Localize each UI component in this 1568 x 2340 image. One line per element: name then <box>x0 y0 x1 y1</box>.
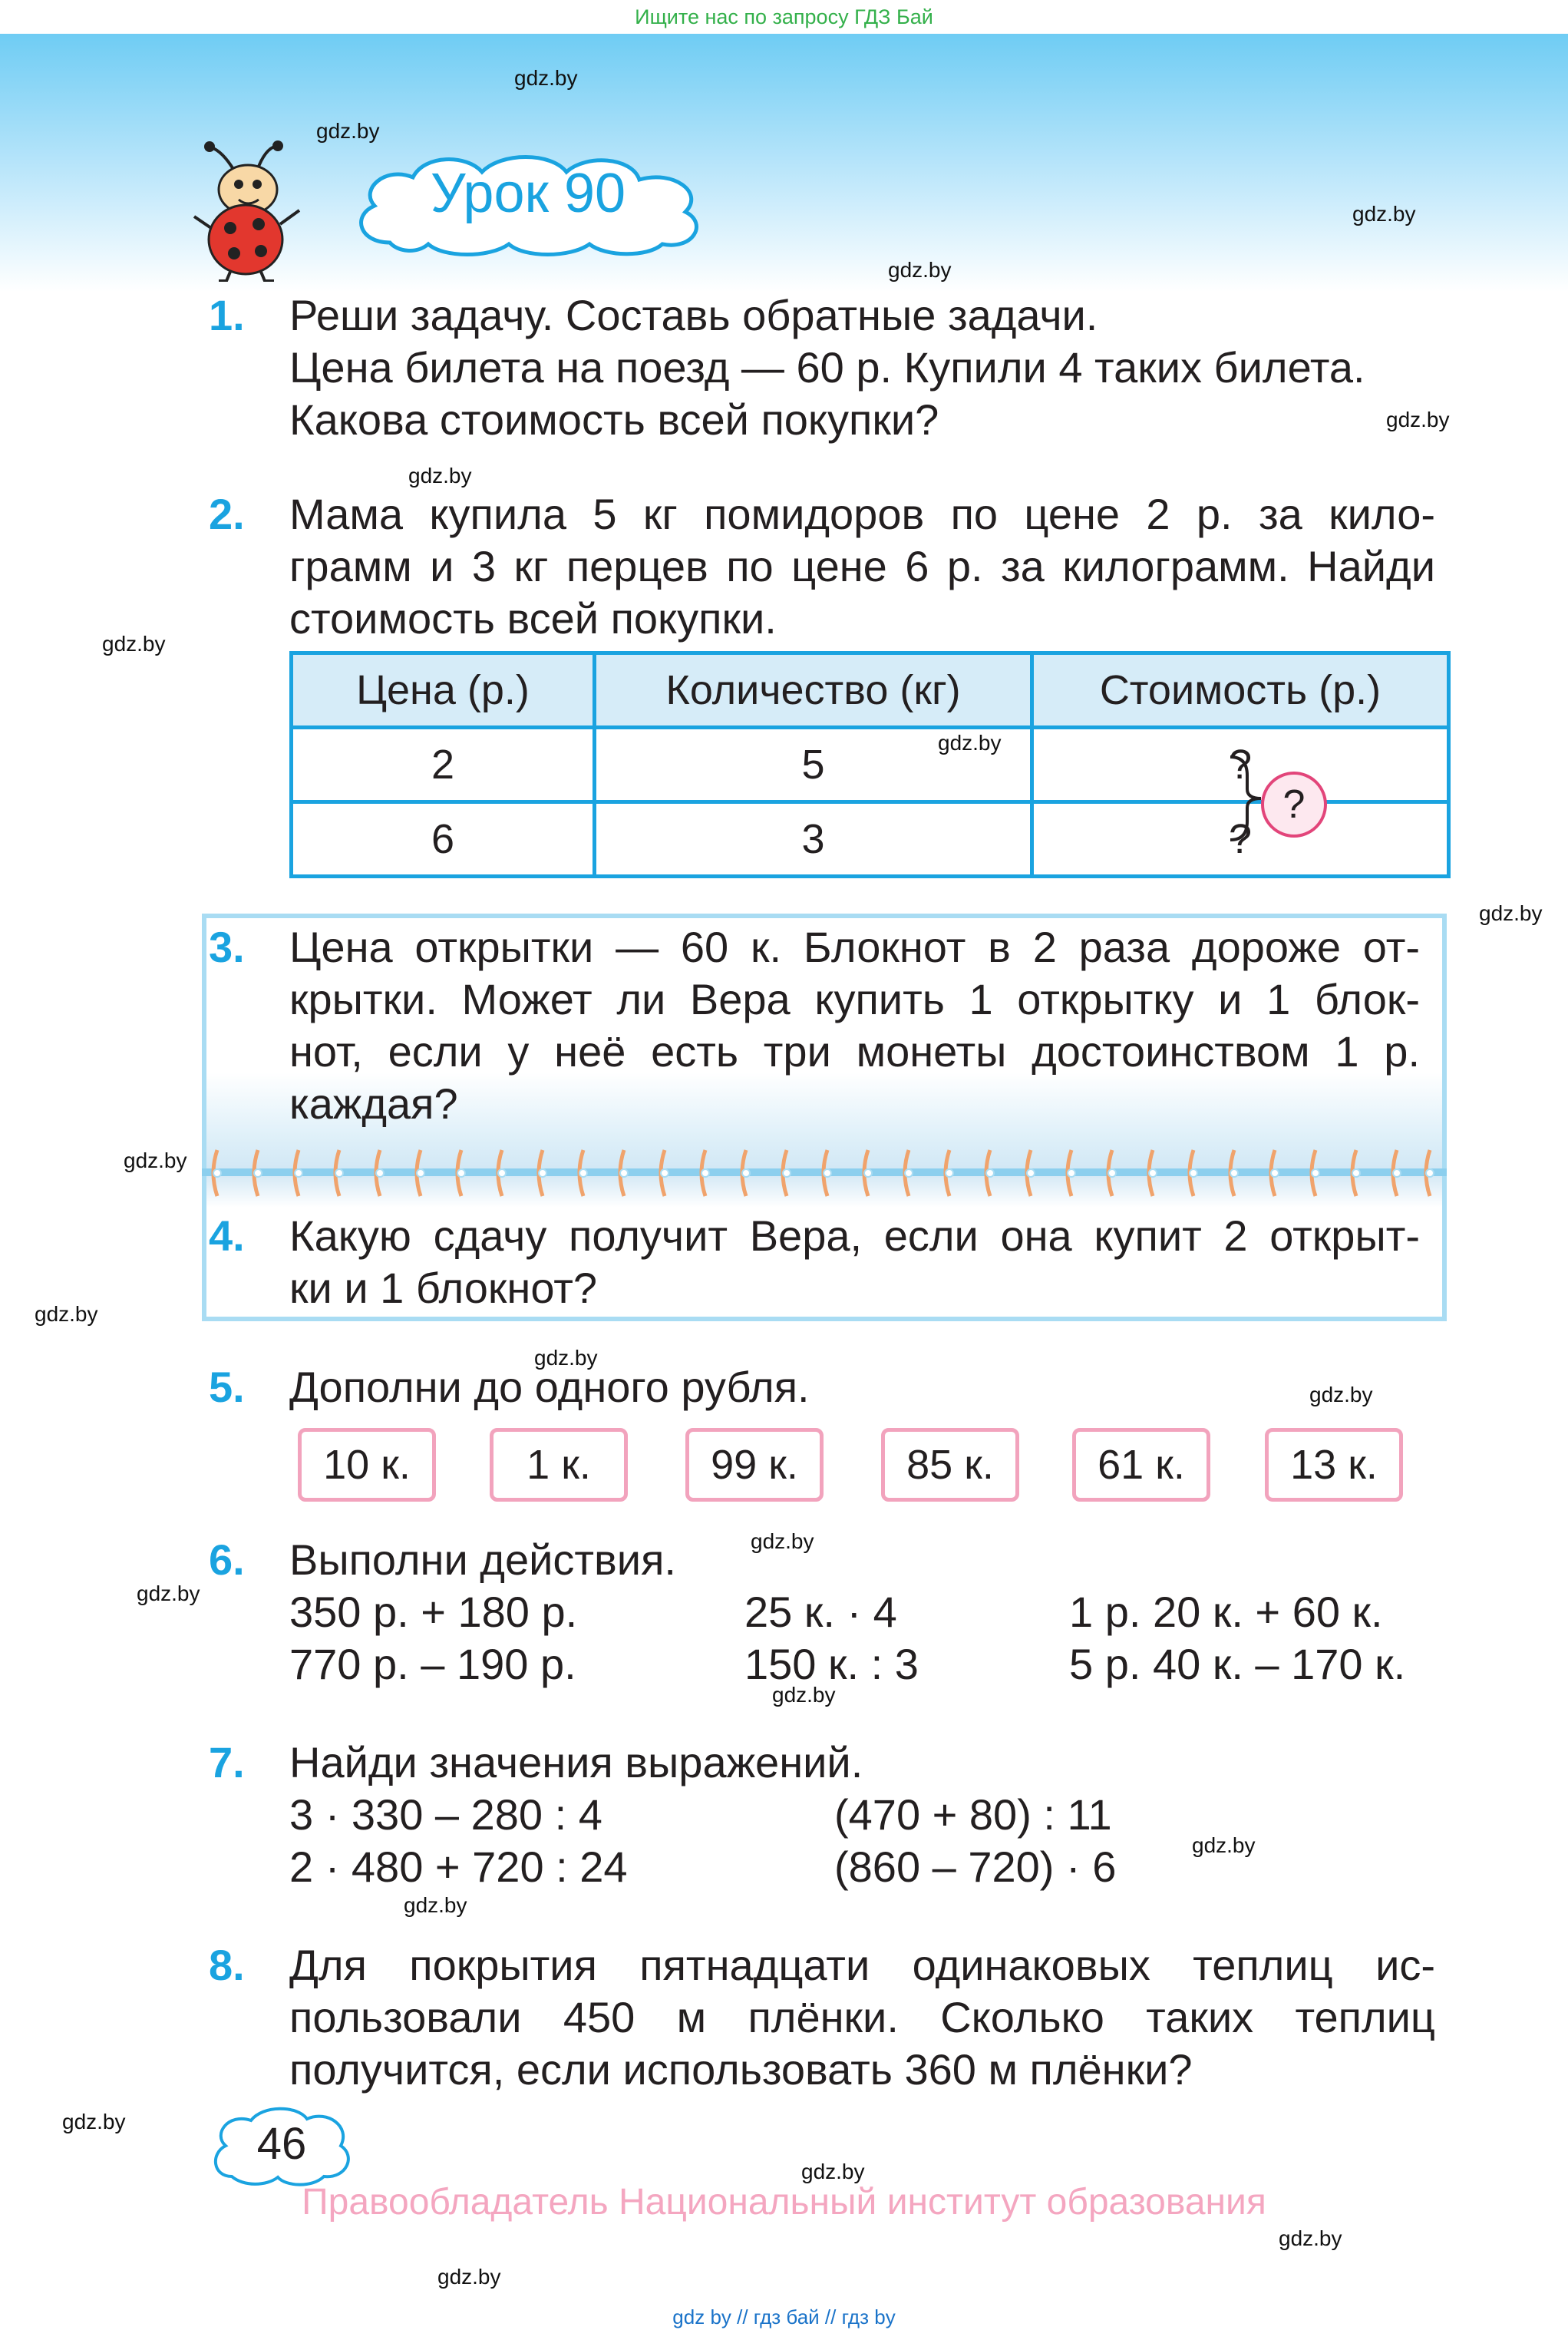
table-cell: 2 <box>292 728 595 802</box>
task-4-line: ки и 1 блокнот? <box>289 1264 598 1312</box>
watermark: gdz.by <box>1479 901 1543 925</box>
task-8-text <box>289 1939 1435 2096</box>
expression: 2 · 480 + 720 : 24 <box>289 1843 628 1891</box>
task-1-line: Какова стоимость всей покупки? <box>289 395 939 444</box>
table-header-price: Цена (р.) <box>292 653 595 728</box>
watermark: gdz.by <box>102 632 166 656</box>
watermark: gdz.by <box>35 1302 98 1326</box>
task-4-line: Какую сдачу получит Вера, если она купит 2 открыт- <box>289 1211 1420 1260</box>
expression: 5 р. 40 к. – 170 к. <box>1069 1640 1406 1688</box>
task-3-line: каждая? <box>289 1079 458 1128</box>
watermark: gdz.by <box>137 1581 200 1605</box>
copyright-notice: Правообладатель Национальный институт образования <box>302 2182 1266 2223</box>
watermark: gdz.by <box>534 1346 598 1370</box>
total-question-badge: ? <box>1261 772 1327 838</box>
task-3-line: нот, если у неё есть три монеты достоинством 1 р. <box>289 1027 1420 1076</box>
task-8-line: пользовали 450 м плёнки. Сколько таких теплиц <box>289 1993 1435 2041</box>
task-3-line: Цена открытки — 60 к. Блокнот в 2 раза дороже от- <box>289 923 1420 971</box>
watermark: gdz.by <box>1309 1383 1373 1406</box>
watermark: gdz.by <box>316 119 380 143</box>
table-header-quantity: Количество (кг) <box>595 653 1032 728</box>
task-1-line: Реши задачу. Составь обратные задачи. <box>289 291 1098 339</box>
task-2-number: 2. <box>209 490 245 538</box>
task-3-number: 3. <box>209 923 245 971</box>
watermark: gdz.by <box>404 1893 467 1917</box>
watermark: gdz.by <box>408 464 472 488</box>
coin-badge: 85 к. <box>881 1428 1019 1502</box>
task-7-text: Найди значения выражений. <box>289 1738 863 1786</box>
bottom-links[interactable]: gdz by // гдз бай // гдз by <box>672 2305 896 2328</box>
task-1-text <box>289 289 1441 446</box>
task-7-column-2 <box>834 1789 1116 1893</box>
task-4-number: 4. <box>209 1211 245 1260</box>
task-6-column-3 <box>1069 1586 1405 1691</box>
expression: (860 – 720) · 6 <box>834 1843 1117 1891</box>
coin-badge: 61 к. <box>1072 1428 1210 1502</box>
task-6-column-1 <box>289 1586 577 1691</box>
table-header-row <box>292 653 1449 728</box>
spiral-rings-decoration <box>202 1142 1447 1204</box>
watermark: gdz.by <box>801 2160 865 2183</box>
watermark: gdz.by <box>772 1683 836 1707</box>
task-8-line: Для покрытия пятнадцати одинаковых теплиц ис- <box>289 1941 1435 1989</box>
top-search-note[interactable]: Ищите нас по запросу ГДЗ Бай <box>0 0 1568 34</box>
watermark: gdz.by <box>1386 408 1450 431</box>
coin-badge: 99 к. <box>685 1428 824 1502</box>
task-5-text: Дополни до одного рубля. <box>289 1363 810 1411</box>
task-5-number: 5. <box>209 1363 245 1411</box>
task-7-column-1 <box>289 1789 628 1893</box>
table-cell: 3 <box>595 802 1032 877</box>
watermark: gdz.by <box>888 258 952 282</box>
watermark: gdz.by <box>62 2110 126 2133</box>
expression: 3 · 330 – 280 : 4 <box>289 1790 602 1839</box>
table-cell: 5 <box>595 728 1032 802</box>
table-header-cost: Стоимость (р.) <box>1032 653 1449 728</box>
watermark: gdz.by <box>437 2265 501 2289</box>
task-2-line: Мама купила 5 кг помидоров по цене 2 р. за кило- <box>289 490 1435 538</box>
expression: 350 р. + 180 р. <box>289 1588 578 1636</box>
task-1-line: Цена билета на поезд — 60 р. Купили 4 таких билета. <box>289 343 1365 392</box>
expression: 1 р. 20 к. + 60 к. <box>1069 1588 1383 1636</box>
watermark: gdz.by <box>1192 1833 1256 1857</box>
expression: 770 р. – 190 р. <box>289 1640 576 1688</box>
task-2-line: грамм и 3 кг перцев по цене 6 р. за килограмм. Найди <box>289 542 1435 590</box>
task-2-text <box>289 488 1435 645</box>
coin-badge: 13 к. <box>1265 1428 1403 1502</box>
ladybug-icon <box>188 140 311 282</box>
task-8-line: получится, если использовать 360 м плёнки? <box>289 2045 1193 2094</box>
table-cell: ? <box>1032 802 1449 877</box>
watermark: gdz.by <box>751 1529 814 1553</box>
watermark: gdz.by <box>124 1149 187 1172</box>
task-6-column-2 <box>744 1586 919 1691</box>
task-6-number: 6. <box>209 1535 245 1584</box>
table-cell: 6 <box>292 802 595 877</box>
page-number: 46 <box>256 2119 307 2169</box>
expression: 150 к. : 3 <box>744 1640 919 1688</box>
watermark: gdz.by <box>514 66 578 90</box>
task-6-text: Выполни действия. <box>289 1535 676 1584</box>
expression: (470 + 80) : 11 <box>834 1790 1112 1839</box>
task-7-number: 7. <box>209 1738 245 1786</box>
table-cell: ? <box>1032 728 1449 802</box>
watermark: gdz.by <box>1352 202 1416 226</box>
watermark: gdz.by <box>938 731 1002 755</box>
coin-badge: 1 к. <box>490 1428 628 1502</box>
task-2-line: стоимость всей покупки. <box>289 594 777 643</box>
watermark: gdz.by <box>1279 2226 1342 2250</box>
task-3-line: крытки. Может ли Вера купить 1 открытку и 1 блок- <box>289 975 1420 1023</box>
task-1-number: 1. <box>209 291 245 339</box>
task-3-text <box>289 921 1420 1130</box>
task-4-text <box>289 1210 1420 1314</box>
lesson-title: Урок 90 <box>430 163 626 224</box>
task-8-number: 8. <box>209 1941 245 1989</box>
expression: 25 к. · 4 <box>744 1588 897 1636</box>
coin-badge: 10 к. <box>298 1428 436 1502</box>
